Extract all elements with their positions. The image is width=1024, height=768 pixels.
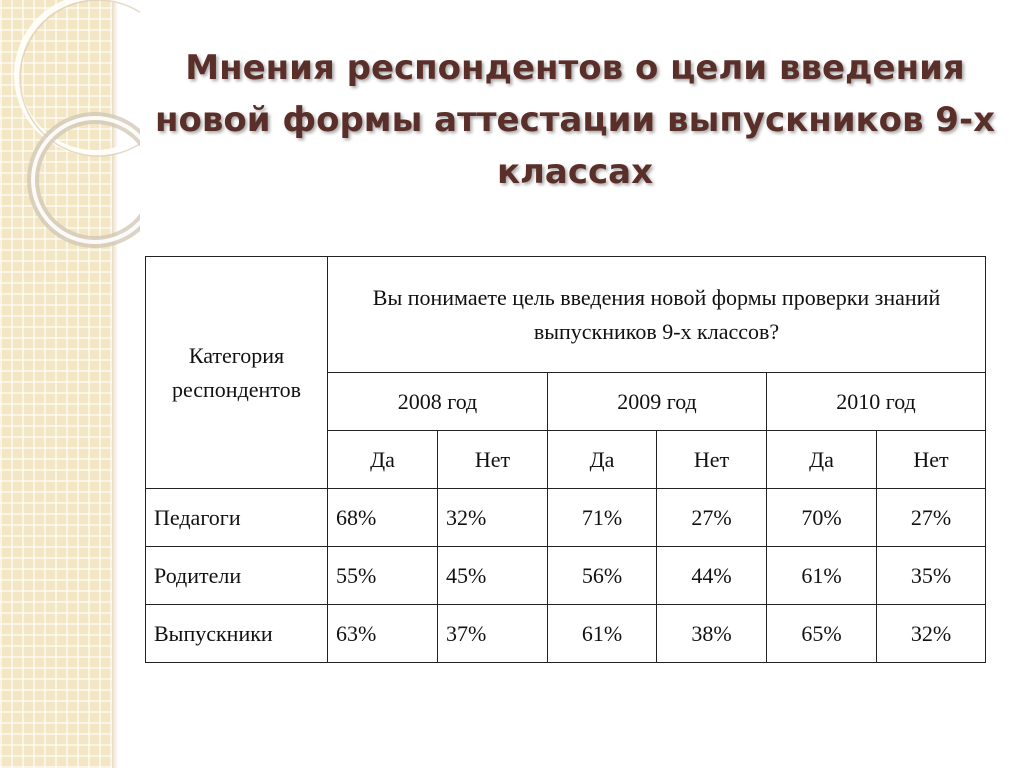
row-label: Родители xyxy=(146,547,328,605)
table-row xyxy=(146,605,986,663)
table-cell: 35% xyxy=(877,547,986,605)
decorative-circles xyxy=(0,0,140,260)
table-cell: 71% xyxy=(548,489,657,547)
category-header: Категория респондентов xyxy=(146,257,328,489)
row-label: Выпускники xyxy=(146,605,328,663)
survey-table xyxy=(145,256,986,663)
answer-header: Нет xyxy=(438,431,548,489)
year-header: 2008 год xyxy=(328,373,548,431)
header-row-question xyxy=(146,257,986,373)
table-cell: 37% xyxy=(438,605,548,663)
row-label: Педагоги xyxy=(146,489,328,547)
table-row xyxy=(146,489,986,547)
table-cell: 65% xyxy=(767,605,877,663)
table-cell: 32% xyxy=(877,605,986,663)
table-cell: 55% xyxy=(328,547,438,605)
table-cell: 70% xyxy=(767,489,877,547)
table-cell: 32% xyxy=(438,489,548,547)
answer-header: Нет xyxy=(657,431,767,489)
table-cell: 38% xyxy=(657,605,767,663)
year-header: 2009 год xyxy=(548,373,767,431)
answer-header: Да xyxy=(328,431,438,489)
table-cell: 56% xyxy=(548,547,657,605)
table-cell: 61% xyxy=(548,605,657,663)
table-cell: 61% xyxy=(767,547,877,605)
page-title: Мнения респондентов о цели введения новой формы аттестации выпускников 9-х классах xyxy=(154,48,996,192)
answer-header: Да xyxy=(767,431,877,489)
table-cell: 27% xyxy=(877,489,986,547)
year-header: 2010 год xyxy=(767,373,986,431)
answer-header: Нет xyxy=(877,431,986,489)
table-cell: 63% xyxy=(328,605,438,663)
table-cell: 45% xyxy=(438,547,548,605)
table-row xyxy=(146,547,986,605)
answer-header: Да xyxy=(548,431,657,489)
table-cell: 27% xyxy=(657,489,767,547)
question-header: Вы понимаете цель введения новой формы проверки знаний выпускников 9-х классов? xyxy=(328,257,986,373)
table-cell: 44% xyxy=(657,547,767,605)
table-cell: 68% xyxy=(328,489,438,547)
